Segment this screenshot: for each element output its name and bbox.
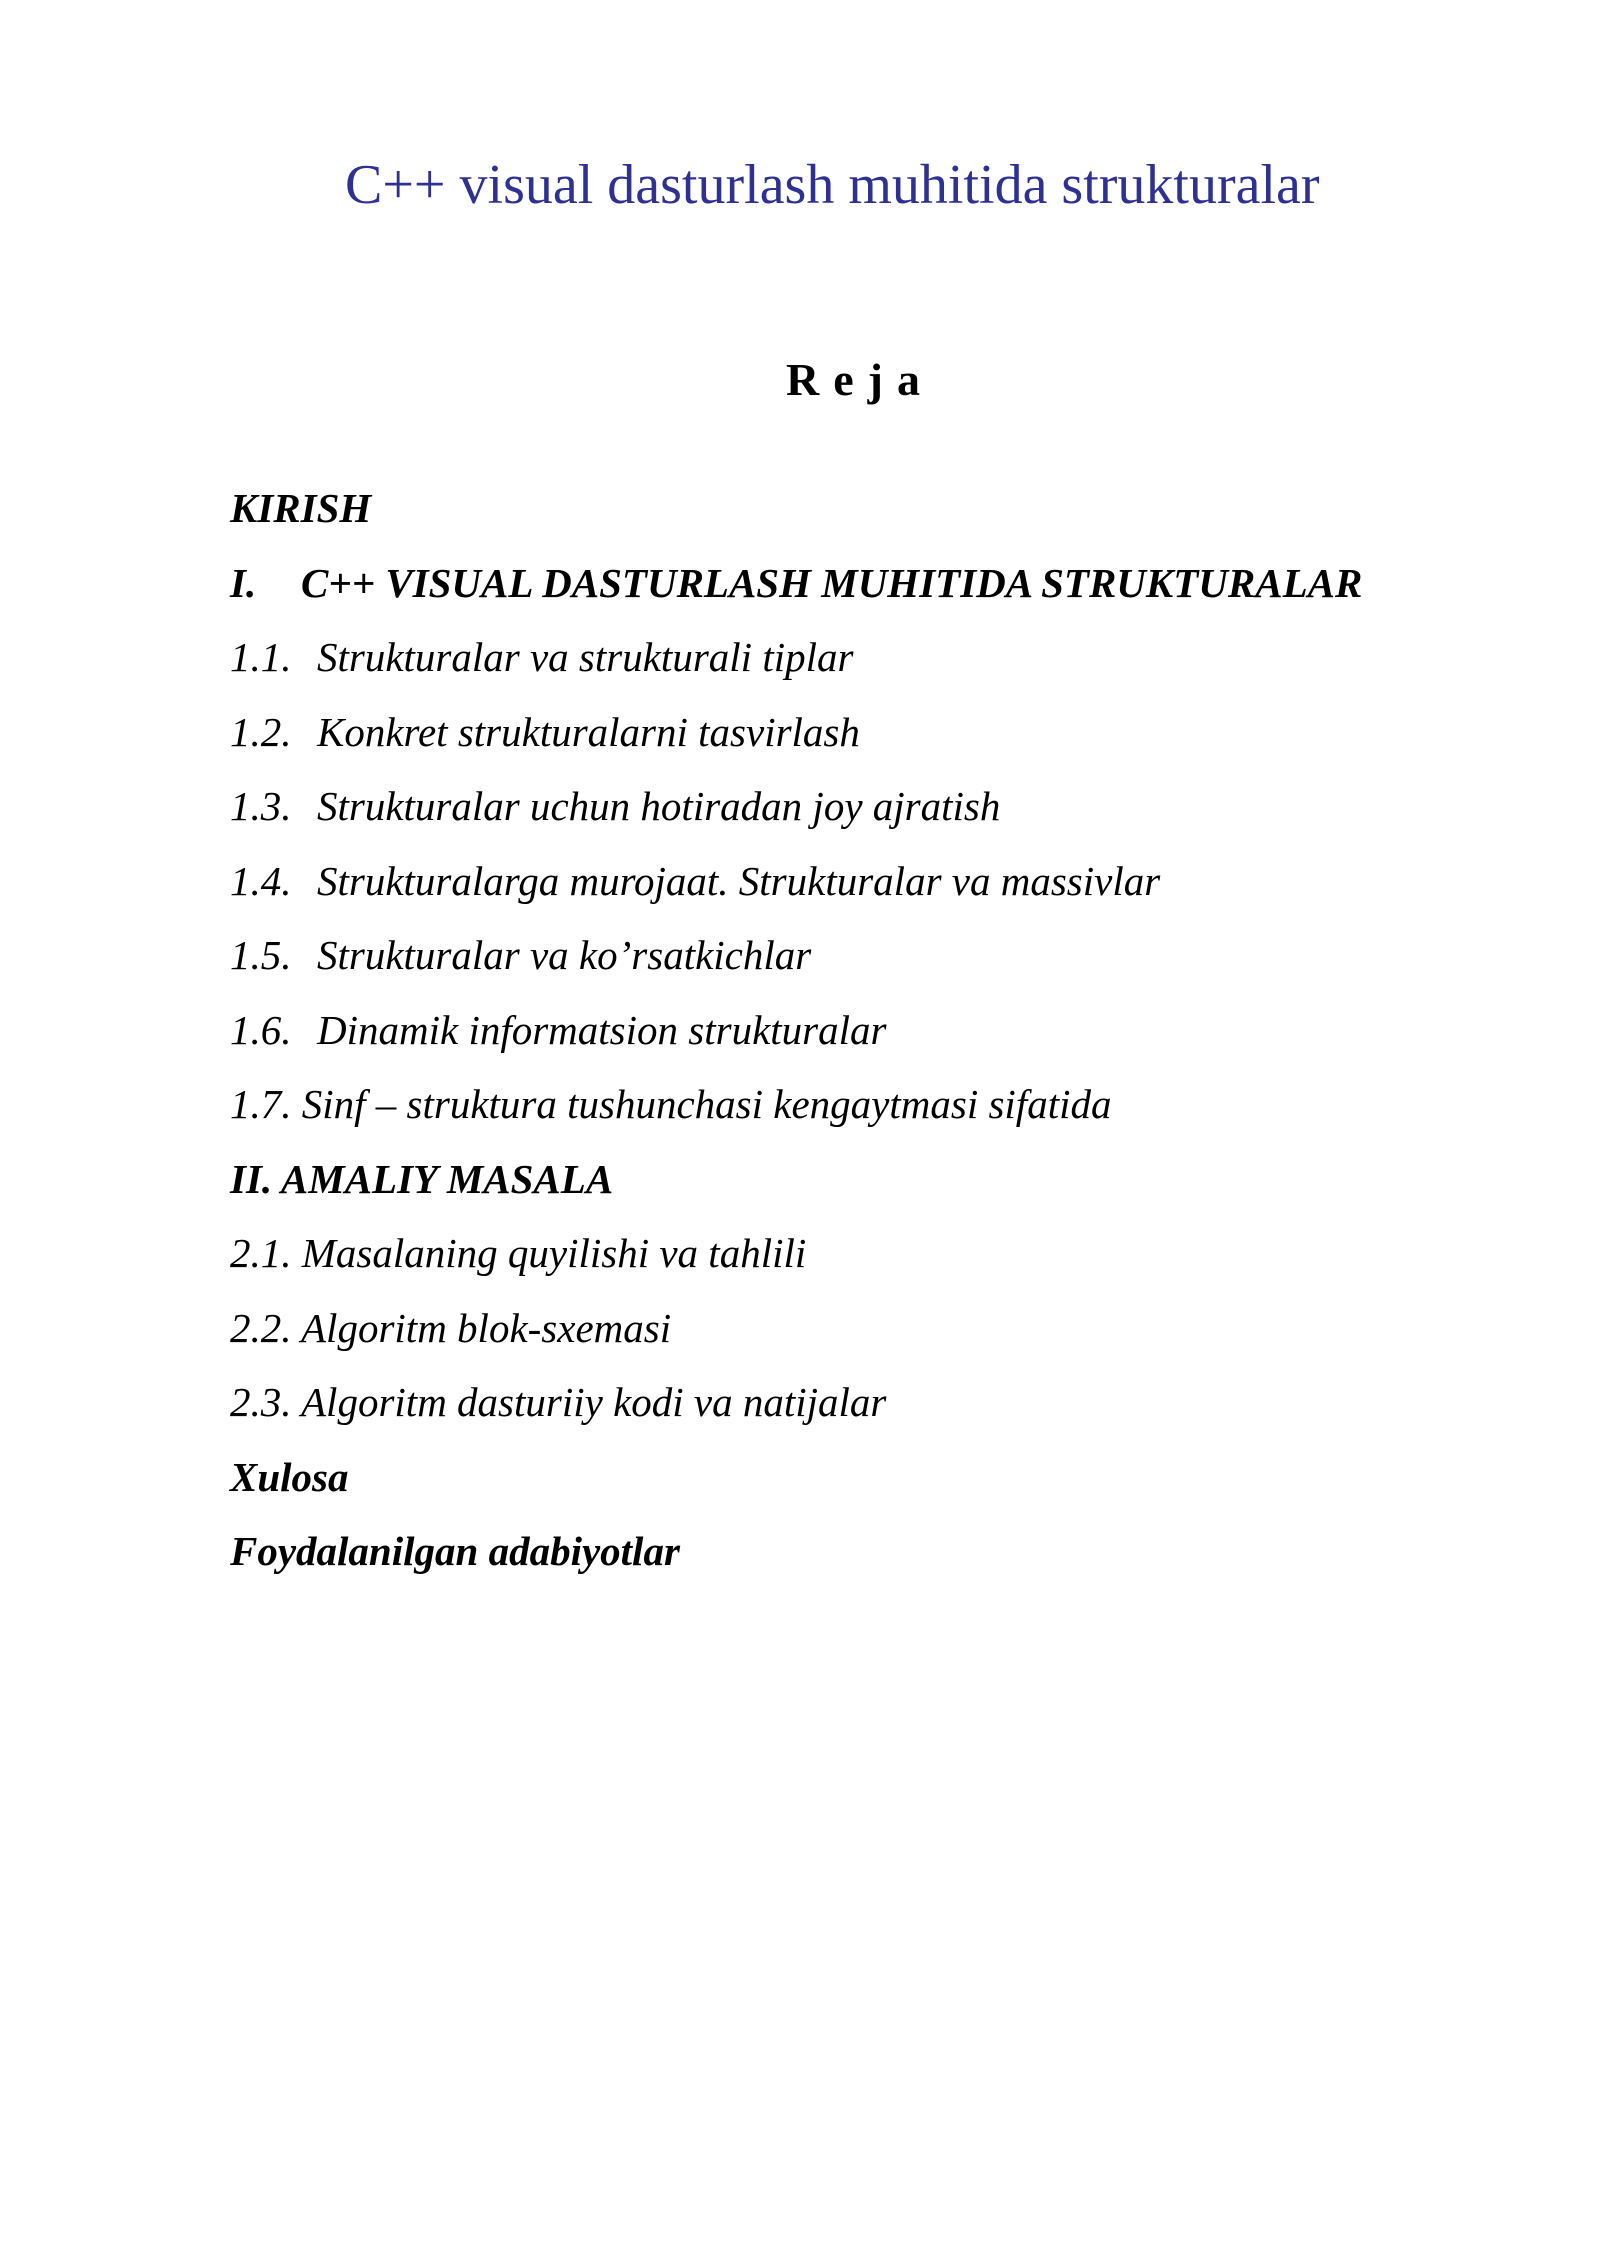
- toc-item-text: C++ VISUAL DASTURLASH MUHITIDA STRUKTURALAR: [301, 559, 1363, 606]
- table-of-contents: [230, 475, 1530, 1593]
- toc-item-text: Strukturalarga murojaat. Strukturalar va massivlar: [317, 857, 1161, 904]
- toc-item-2-2: [230, 1295, 1530, 1370]
- toc-item-1-7: [230, 1071, 1530, 1146]
- toc-item-number: 1.3.: [230, 783, 292, 829]
- toc-item-1-5: [230, 922, 1530, 997]
- toc-item-2-1: [230, 1220, 1530, 1295]
- toc-item-number: 1.2.: [230, 708, 292, 755]
- toc-item-kirish: [230, 475, 1530, 550]
- toc-item-text: Masalaning quyilishi va tahlili: [301, 1230, 807, 1276]
- toc-item-text: Strukturalar va strukturali tiplar: [317, 634, 854, 680]
- toc-item-number: 2.1.: [230, 1230, 292, 1276]
- toc-item-text: Algoritm dasturiiy kodi va natijalar: [301, 1379, 887, 1425]
- toc-item-1-6: [230, 997, 1530, 1072]
- toc-item-1-4: [230, 848, 1530, 923]
- toc-item-number: 1.7.: [230, 1081, 292, 1127]
- toc-item-text: Strukturalar uchun hotiradan joy ajratish: [317, 783, 1001, 829]
- toc-item-number: 1.1.: [230, 634, 292, 680]
- toc-item-1-1: [230, 624, 1530, 699]
- toc-item-text: Xulosa: [230, 1453, 349, 1500]
- toc-item-adabiyotlar: [230, 1518, 1530, 1593]
- toc-item-number: II.: [230, 1155, 273, 1202]
- toc-item-number: 2.2.: [230, 1304, 292, 1351]
- toc-item-chapter-1: [230, 550, 1530, 625]
- toc-item-chapter-2: [230, 1146, 1530, 1221]
- toc-item-text: Konkret strukturalarni tasvirlash: [317, 708, 860, 755]
- toc-item-xulosa: [230, 1444, 1530, 1519]
- toc-item-number: 1.6.: [230, 1006, 292, 1053]
- toc-item-number: I.: [230, 559, 257, 606]
- toc-item-text: Algoritm blok-sxemasi: [301, 1304, 672, 1351]
- toc-item-text: Dinamik informatsion strukturalar: [317, 1006, 887, 1053]
- toc-item-number: 1.5.: [230, 932, 292, 978]
- toc-item-text: Strukturalar va ko’rsatkichlar: [317, 932, 812, 978]
- toc-item-text: Sinf – struktura tushunchasi kengaytmasi sifatida: [301, 1081, 1112, 1127]
- document-title: C++ visual dasturlash muhitida strukturalar: [345, 154, 1320, 216]
- toc-item-text: KIRISH: [230, 485, 372, 531]
- toc-item-text: AMALIY MASALA: [280, 1155, 614, 1202]
- plan-heading: Reja: [786, 354, 934, 405]
- toc-item-number: 2.3.: [230, 1379, 292, 1425]
- toc-item-1-2: [230, 699, 1530, 774]
- toc-item-2-3: [230, 1369, 1530, 1444]
- toc-item-text: Foydalanilgan adabiyotlar: [230, 1528, 680, 1574]
- toc-item-1-3: [230, 773, 1530, 848]
- toc-item-number: 1.4.: [230, 857, 292, 904]
